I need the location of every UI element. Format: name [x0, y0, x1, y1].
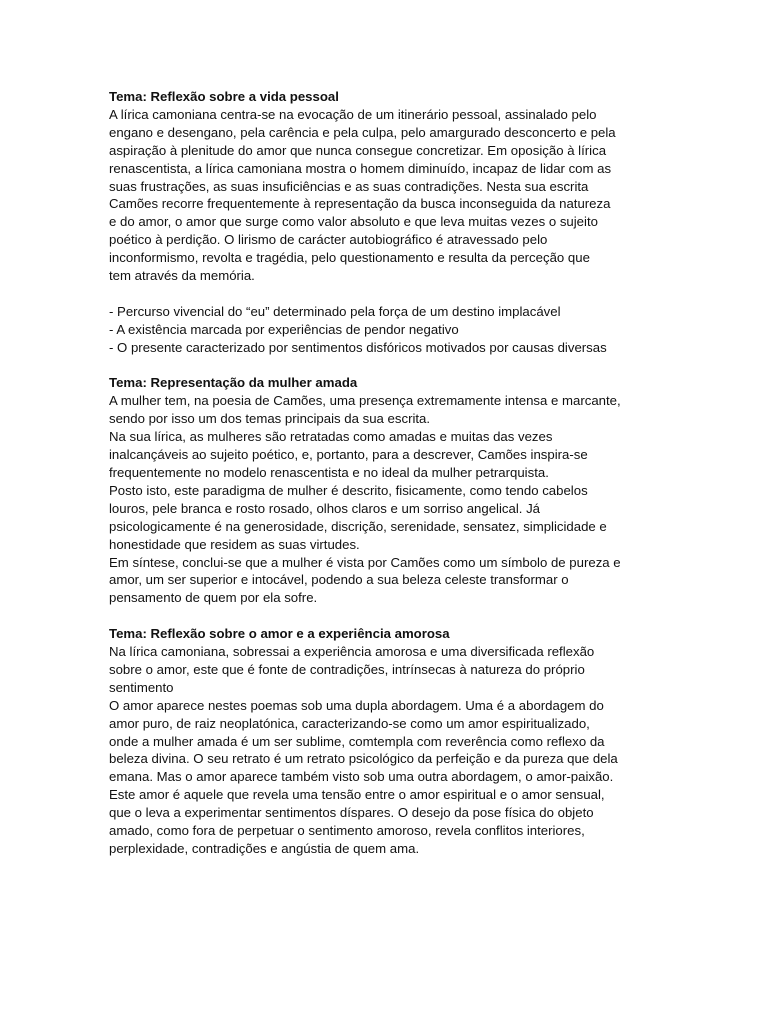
text-line: poético à perdição. O lirismo de carácter autobiográfico é atravessado pelo: [109, 232, 548, 248]
text-line: que o leva a experimentar sentimentos díspares. O desejo da pose física do objeto: [109, 805, 594, 821]
text-line: Camões recorre frequentemente à representação da busca inconseguida da natureza: [109, 196, 611, 212]
text-line: aspiração à plenitude do amor que nunca consegue concretizar. Em oposição à lírica: [109, 142, 607, 158]
text-line: A mulher tem, na poesia de Camões, uma presença extremamente intensa e marcante,: [109, 393, 621, 409]
bullet-item: - A existência marcada por experiências de pendor negativo: [109, 321, 459, 337]
bullet-item: - Percurso vivencial do “eu” determinado pela força de um destino implacável: [109, 303, 561, 319]
text-line: tem através da memória.: [109, 268, 255, 284]
text-line: A lírica camoniana centra-se na evocação de um itinerário pessoal, assinalado pelo: [109, 106, 597, 122]
text-line: e do amor, o amor que surge como valor absoluto e que leva muitas vezes o sujeito: [109, 214, 598, 230]
text-line: sendo por isso um dos temas principais da sua escrita.: [109, 411, 431, 427]
paragraph: [109, 554, 661, 608]
section-title: Tema: Reflexão sobre o amor e a experiência amorosa: [109, 626, 450, 642]
text-line: emana. Mas o amor aparece também visto sob uma outra abordagem, o amor-paixão.: [109, 769, 614, 785]
text-line: amor puro, de raiz neoplatónica, caracterizando-se como um amor espiritualizado,: [109, 715, 590, 731]
text-line: Em síntese, conclui-se que a mulher é vista por Camões como um símbolo de pureza e: [109, 554, 621, 570]
section-title: Tema: Reflexão sobre a vida pessoal: [109, 89, 339, 104]
text-line: psicologicamente é na generosidade, discrição, serenidade, sensatez, simplicidade e: [109, 518, 607, 534]
text-line: sobre o amor, este que é fonte de contradições, intrínsecas à natureza do próprio: [109, 661, 585, 677]
text-line: honestidade que residem as suas virtudes.: [109, 536, 360, 552]
text-line: beleza divina. O seu retrato é um retrato psicológico da perfeição e da pureza que dela: [109, 751, 618, 767]
text-line: Este amor é aquele que revela uma tensão entre o amor espiritual e o amor sensual,: [109, 787, 605, 803]
paragraph: [109, 392, 661, 428]
text-line: louros, pele branca e rosto rosado, olhos claros e um sorriso angelical. Já: [109, 500, 541, 516]
spacer: [109, 285, 661, 303]
bullet-item: - O presente caracterizado por sentimentos disfóricos motivados por causas diversas: [109, 339, 607, 355]
section-title: Tema: Representação da mulher amada: [109, 375, 358, 391]
document-page: [109, 88, 661, 876]
paragraph: [109, 428, 661, 482]
text-line: frequentemente no modelo renascentista e no ideal da mulher petrarquista.: [109, 465, 549, 480]
text-line: amado, como fora de perpetuar o sentimento amoroso, revela conflitos interiores,: [109, 823, 585, 839]
text-line: suas frustrações, as suas insuficiências e as suas contradições. Nesta sua escrita: [109, 178, 589, 194]
text-line: perplexidade, contradições e angústia de quem ama.: [109, 841, 420, 857]
bullet-list: [109, 303, 661, 357]
text-line: engano e desengano, pela carência e pela culpa, pelo amargurado desconcerto e pela: [109, 124, 616, 140]
text-line: inconformismo, revolta e tragédia, pelo questionamento e resulta da perceção que: [109, 250, 590, 266]
text-line: sentimento: [109, 679, 174, 695]
text-line: Na lírica camoniana, sobressai a experiência amorosa e uma diversificada reflexão: [109, 644, 595, 660]
text-line: renascentista, a lírica camoniana mostra o homem diminuído, incapaz de lidar com as: [109, 160, 612, 176]
text-line: pensamento de quem por ela sofre.: [109, 590, 318, 606]
text-line: Posto isto, este paradigma de mulher é descrito, fisicamente, como tendo cabelos: [109, 482, 588, 498]
text-line: inalcançáveis ao sujeito poético, e, portanto, para a descrever, Camões inspira-se: [109, 447, 588, 463]
section-vida-pessoal: [109, 88, 661, 357]
paragraph: [109, 482, 661, 554]
section-mulher-amada: [109, 374, 661, 607]
text-line: amor, um ser superior e intocável, podendo a sua beleza celeste transformar o: [109, 572, 569, 588]
text-line: Na sua lírica, as mulheres são retratadas como amadas e muitas das vezes: [109, 429, 553, 445]
paragraph: [109, 106, 661, 285]
text-line: O amor aparece nestes poemas sob uma dupla abordagem. Uma é a abordagem do: [109, 697, 604, 713]
paragraph: [109, 643, 661, 697]
paragraph: [109, 697, 661, 858]
text-line: onde a mulher amada é um ser sublime, comtempla com reverência como reflexo da: [109, 733, 605, 749]
section-amor-experiencia: [109, 625, 661, 858]
